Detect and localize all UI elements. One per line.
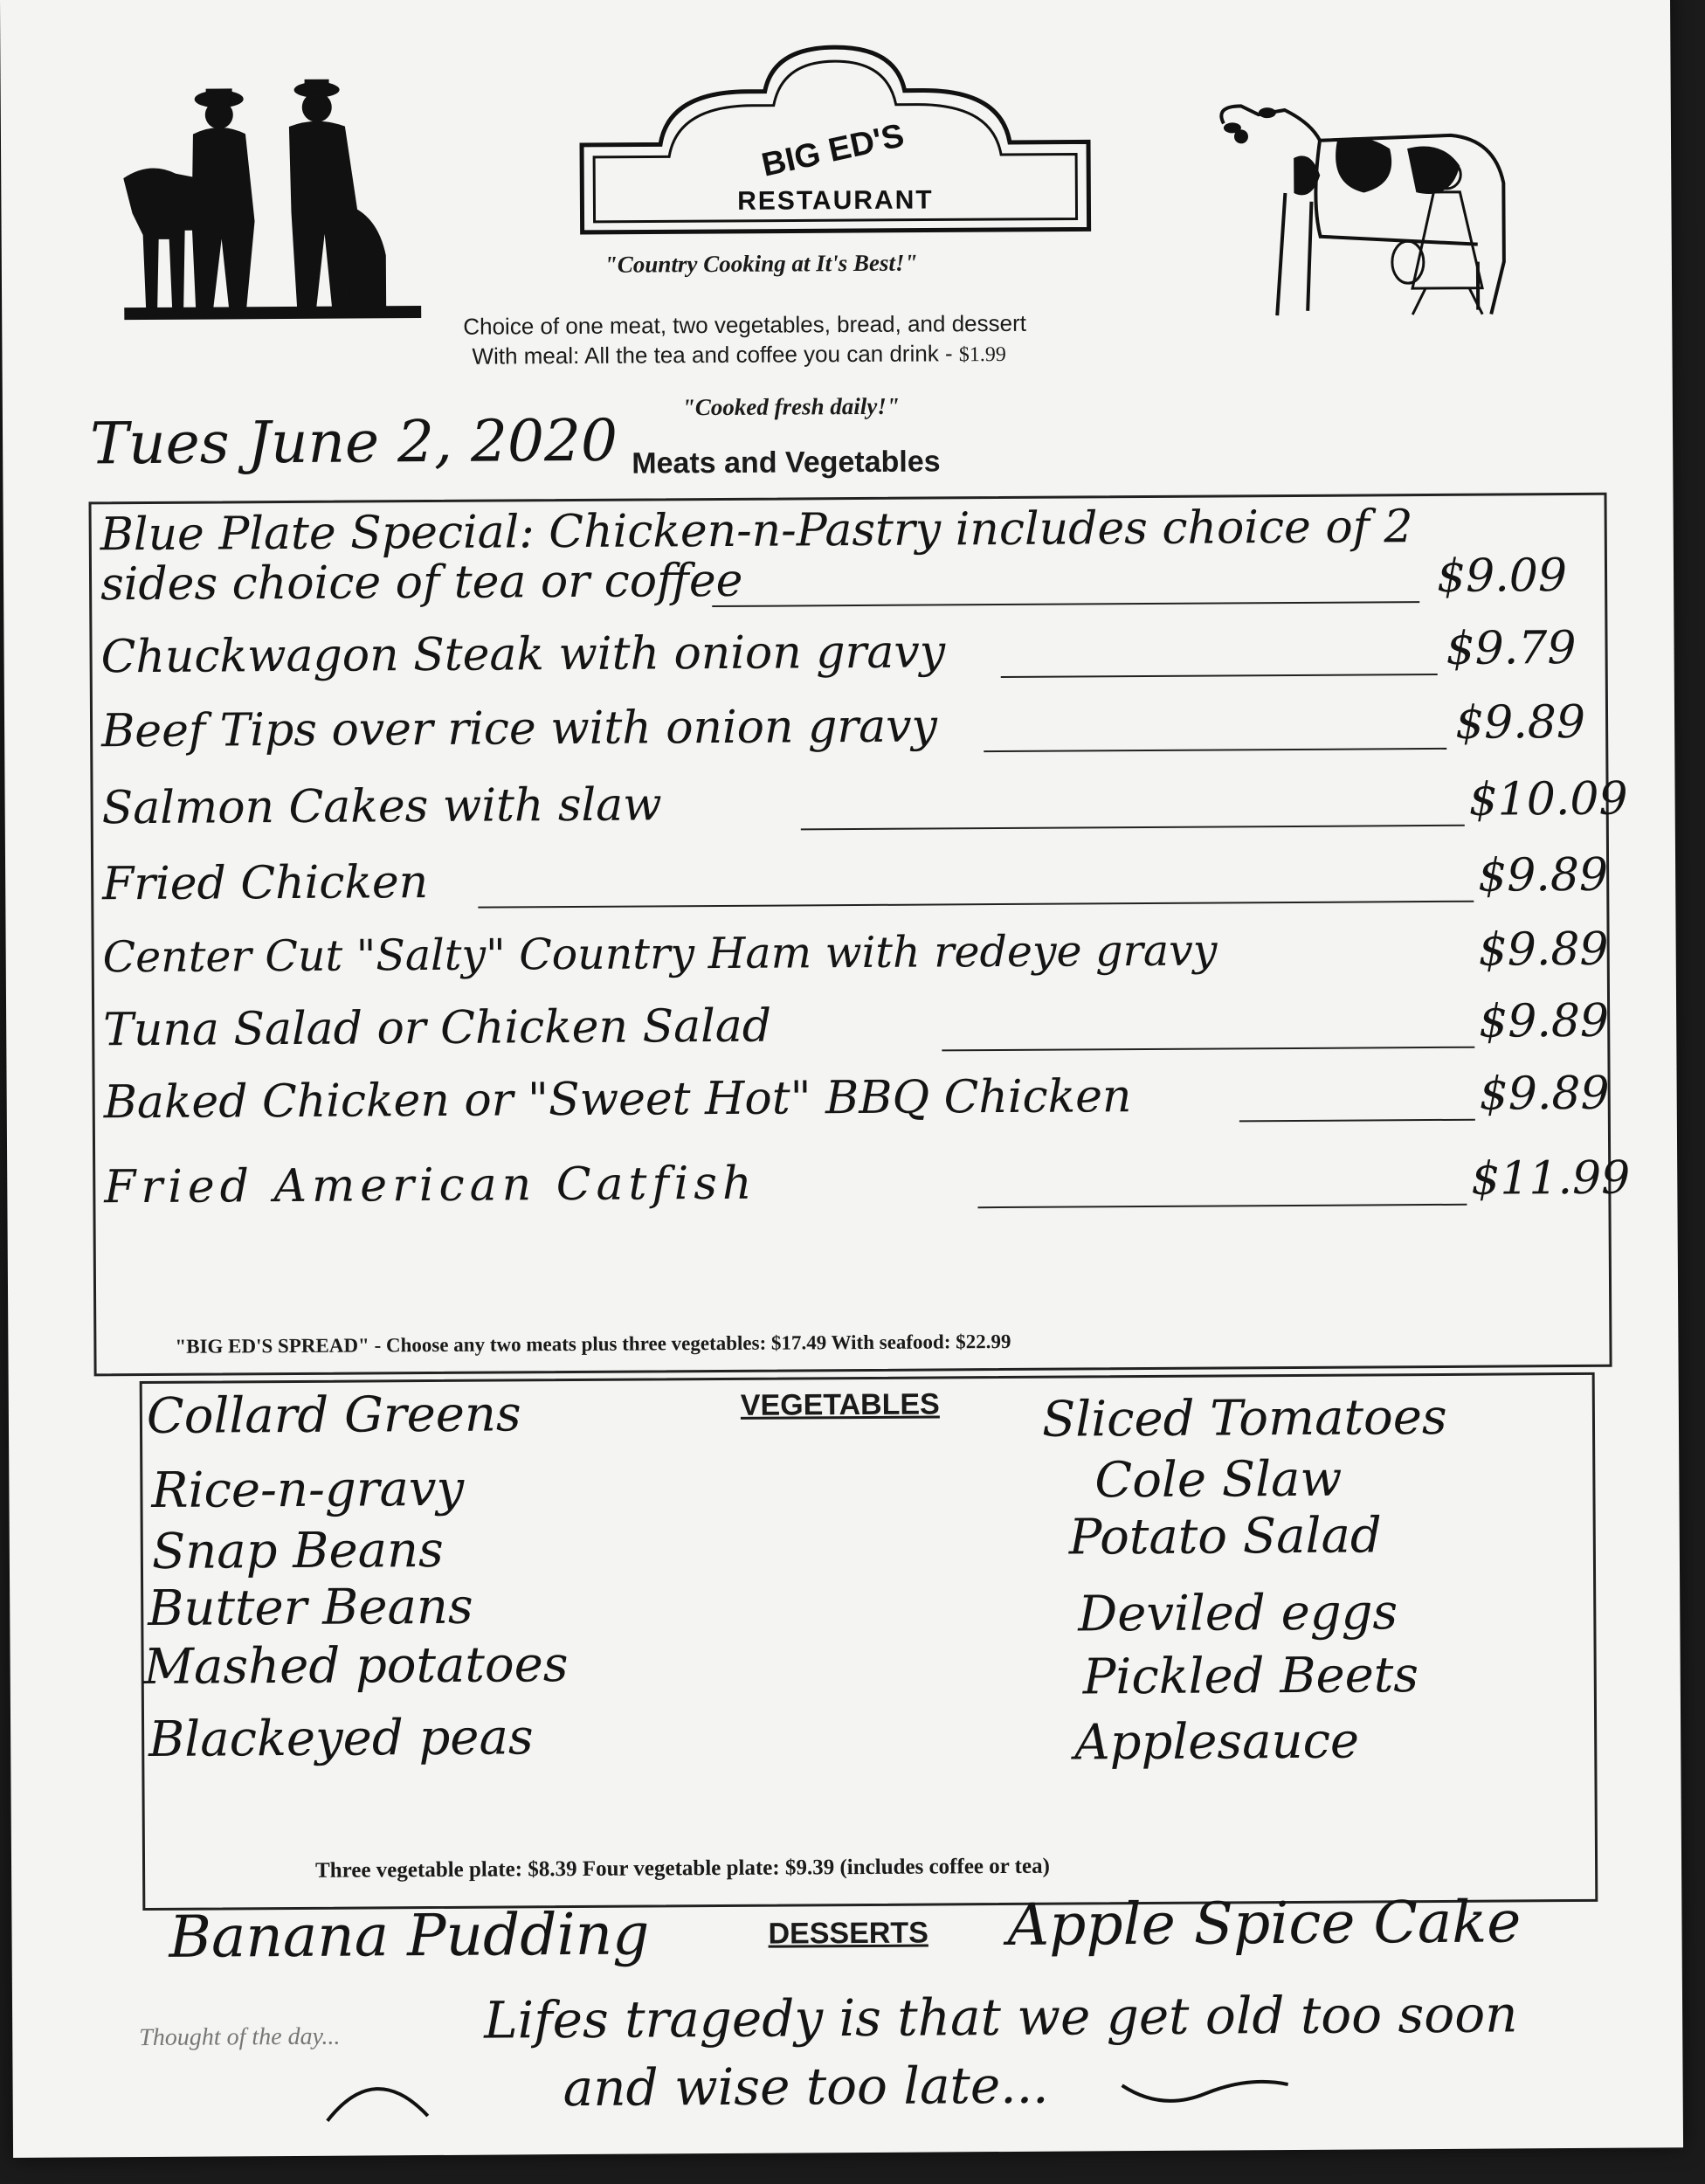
vegetable-item: Mashed potatoes <box>143 1636 569 1697</box>
meat-name: Chuckwagon Steak with onion gravy <box>100 625 946 684</box>
thought-label: Thought of the day... <box>139 2022 341 2052</box>
dotted-leader <box>712 601 1419 607</box>
meat-item <box>101 696 1612 776</box>
dotted-leader <box>1239 1119 1475 1123</box>
meat-name: Beef Tips over rice with onion gravy <box>100 700 938 758</box>
choice-description: Choice of one meat, two vegetables, bread, and dessert <box>463 309 1026 340</box>
thought-line: and wise too late... <box>563 2055 1049 2118</box>
meat-item <box>100 622 1612 702</box>
meat-item <box>102 849 1613 929</box>
vegetable-item: Pickled Beets <box>1082 1647 1419 1706</box>
meat-name: Baked Chicken or "Sweet Hot" BBQ Chicken <box>103 1070 1132 1130</box>
wave-scribble-icon <box>1117 2067 1292 2111</box>
meat-price: $10.09 <box>1468 772 1628 826</box>
tagline: "Country Cooking at It's Best!" <box>604 249 918 278</box>
meat-price: $11.99 <box>1471 1151 1631 1206</box>
meats-heading: Meats and Vegetables <box>632 445 941 480</box>
vegetable-item: Collard Greens <box>146 1386 521 1446</box>
thought-line: Lifes tragedy is that we get old too soon <box>483 1984 1518 2050</box>
restaurant-logo <box>572 28 1097 241</box>
smile-scribble-icon <box>322 2068 436 2130</box>
dotted-leader <box>984 748 1446 752</box>
logo-subtitle: RESTAURANT <box>737 185 934 216</box>
vegetable-item: Snap Beans <box>151 1521 445 1580</box>
drink-description <box>472 340 1006 370</box>
meat-name: Salmon Cakes with slaw <box>101 778 662 835</box>
vegetable-item: Deviled eggs <box>1078 1584 1398 1643</box>
cow-milkmaid-icon <box>1189 86 1540 333</box>
logo-name: BIG ED'S <box>758 117 908 184</box>
vegetables-heading: VEGETABLES <box>740 1387 940 1422</box>
drink-text: With meal: All the tea and coffee you can drink - <box>472 340 953 370</box>
meat-item <box>103 923 1614 1003</box>
meat-price: $9.09 <box>1436 549 1568 603</box>
big-eds-spread-offer: "BIG ED'S SPREAD" - Choose any two meats plus three vegetables: $17.49 With seafood: $22.99 <box>175 1330 1011 1358</box>
vegetable-plate-prices: Three vegetable plate: $8.39 Four vegetable plate: $9.39 (includes coffee or tea) <box>315 1854 1050 1883</box>
dotted-leader <box>1001 674 1438 678</box>
dessert-item: Apple Spice Cake <box>1007 1888 1522 1959</box>
vegetable-item: Cole Slaw <box>1094 1450 1343 1510</box>
vegetable-item: Blackeyed peas <box>148 1709 534 1768</box>
meat-name: Blue Plate Special: Chicken-n-Pastry includes choice of 2 <box>100 501 1413 562</box>
meat-price: $9.89 <box>1477 848 1609 902</box>
vegetable-item: Potato Salad <box>1068 1507 1382 1566</box>
dotted-leader <box>942 1047 1474 1052</box>
dotted-leader <box>977 1204 1467 1208</box>
vegetable-item: Butter Beans <box>148 1578 473 1637</box>
meat-price: $9.89 <box>1479 1067 1610 1121</box>
meat-item <box>101 772 1628 853</box>
cooked-fresh-slogan: "Cooked fresh daily!" <box>681 392 900 421</box>
dotted-leader <box>478 901 1474 909</box>
vegetable-item: Rice-n-gravy <box>151 1460 465 1519</box>
vegetable-item: Applesauce <box>1074 1712 1360 1772</box>
dessert-item: Banana Pudding <box>169 1900 650 1971</box>
meat-price: $9.79 <box>1446 621 1577 675</box>
meat-name: sides choice of tea or coffee <box>100 554 743 612</box>
menu-date: Tues June 2, 2020 <box>89 406 618 478</box>
farmers-silhouette-icon <box>123 72 439 335</box>
meats-box <box>89 493 1631 1377</box>
meat-name: Tuna Salad or Chicken Salad <box>103 999 772 1057</box>
meat-price: $9.89 <box>1478 994 1610 1048</box>
vegetables-box <box>140 1372 1598 1911</box>
meat-name: Center Cut "Salty" Country Ham with redeye gravy <box>102 925 1218 983</box>
meat-item <box>100 549 1612 629</box>
meat-name: Fried Chicken <box>102 856 429 911</box>
meat-item <box>103 995 1614 1075</box>
vegetable-item: Sliced Tomatoes <box>1041 1388 1447 1448</box>
meat-price: $9.89 <box>1478 923 1609 977</box>
meat-item <box>104 1068 1615 1147</box>
meat-item <box>104 1151 1631 1232</box>
meat-price: $9.89 <box>1454 695 1586 750</box>
meat-name: Fried American Catfish <box>104 1157 757 1214</box>
desserts-heading: DESSERTS <box>768 1916 928 1951</box>
dotted-leader <box>801 825 1465 831</box>
drink-price: $1.99 <box>958 342 1006 367</box>
